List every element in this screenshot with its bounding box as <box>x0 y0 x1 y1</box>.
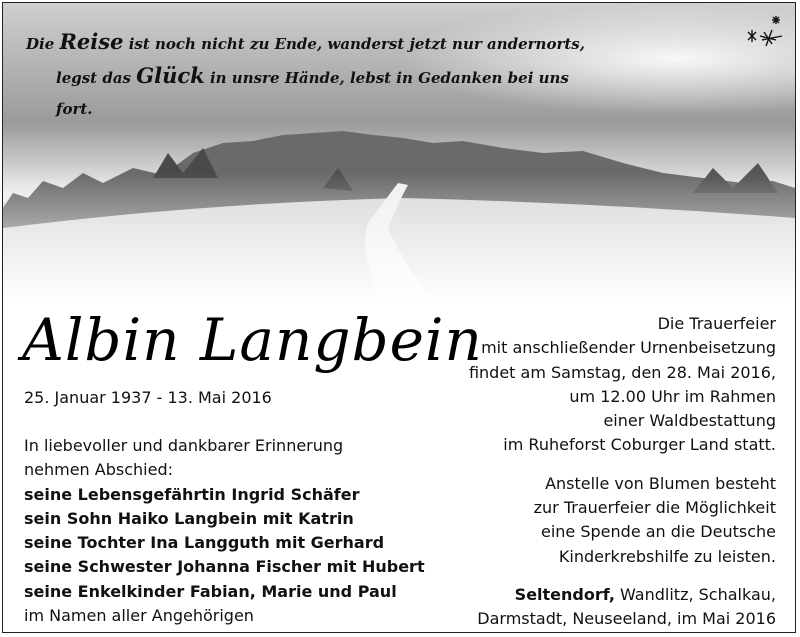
ceremony-line: im Ruheforst Coburger Land statt. <box>503 435 776 455</box>
quote-line-1-post: ist noch nicht zu Ende, wanderst jetzt nur andernorts, <box>123 35 585 53</box>
mourner-name: seine Lebensgefährtin Ingrid Schäfer <box>24 484 360 504</box>
quote-line-2-post: in unsre Hände, lebst in Gedanken bei uns fort. <box>56 69 569 118</box>
donation-line: zur Trauerfeier die Möglichkeit <box>533 498 776 518</box>
places-rest: Wandlitz, Schalkau, <box>614 584 776 604</box>
dandelion-seed-icon <box>742 10 788 50</box>
mourner-name: sein Sohn Haiko Langbein mit Katrin <box>24 508 354 528</box>
mourner-name: seine Tochter Ina Langguth mit Gerhard <box>24 533 385 553</box>
ceremony-block <box>416 312 776 632</box>
deceased-name: Albin Langbein <box>22 306 483 374</box>
quote-word-glueck: Glück <box>136 63 205 88</box>
quote <box>26 26 586 125</box>
ceremony-line: findet am Samstag, den 28. Mai 2016, <box>468 362 776 382</box>
ceremony-line: um 12.00 Uhr im Rahmen <box>569 386 776 406</box>
intro-line: In liebevoller und dankbarer Erinnerung <box>24 436 344 455</box>
intro-line: nehmen Abschied: <box>24 460 173 480</box>
places-line <box>416 583 776 607</box>
mourner-name: seine Schwester Johanna Fischer mit Hubert <box>24 557 425 577</box>
donation-line: Anstelle von Blumen besteht <box>545 473 776 493</box>
quote-line-1 <box>26 26 586 60</box>
life-dates: 25. Januar 1937 - 13. Mai 2016 <box>24 388 272 407</box>
quote-line-1-pre: Die <box>26 35 60 53</box>
quote-line-2 <box>26 60 586 125</box>
places-line-2: Darmstadt, Neuseeland, im Mai 2016 <box>477 609 776 629</box>
mourners-block <box>24 434 425 628</box>
ceremony-line: Die Trauerfeier <box>657 314 776 333</box>
places-first: Seltendorf, <box>514 584 615 604</box>
ceremony-line: mit anschließender Urnenbeisetzung <box>481 338 776 358</box>
ceremony-line: einer Waldbestattung <box>603 411 776 431</box>
mourner-name: seine Enkelkinder Fabian, Marie und Paul <box>24 581 397 601</box>
quote-line-2-pre: legst das <box>56 69 137 87</box>
quote-word-reise: Reise <box>59 29 124 54</box>
closing-line: im Namen aller Angehörigen <box>24 606 254 626</box>
donation-line: Kinderkrebshilfe zu leisten. <box>558 546 776 566</box>
donation-line: eine Spende an die Deutsche <box>541 522 776 542</box>
